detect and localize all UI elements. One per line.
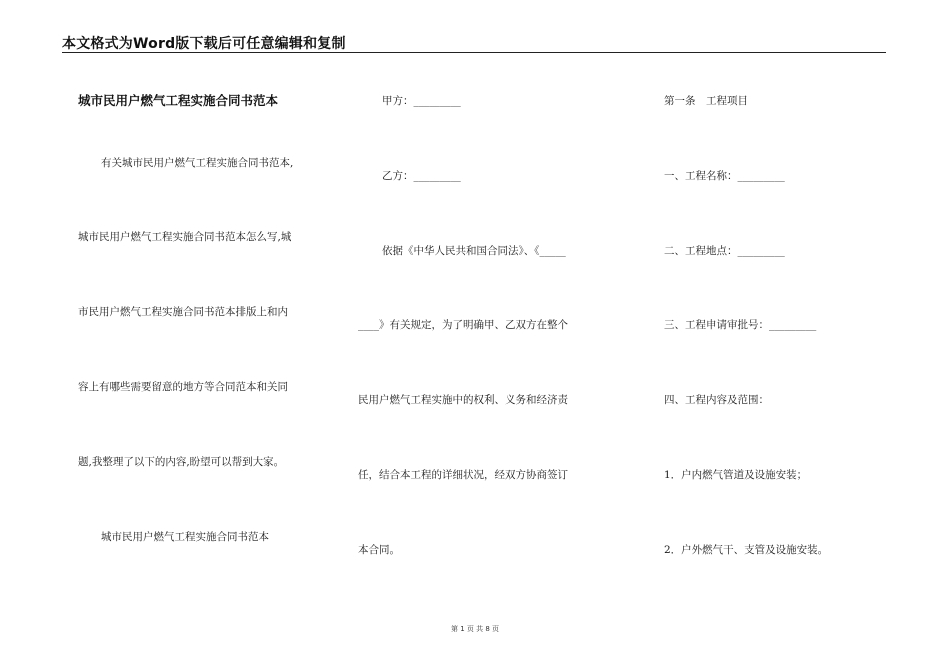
right-item-line: 四、工程内容及范围： [664, 394, 769, 406]
middle-paragraph-line: 依据《中华人民共和国合同法》、《_____ [382, 245, 566, 257]
middle-paragraph-line: 任，结合本工程的详细状况，经双方协商签订 [358, 469, 568, 481]
header-title: 本文格式为Word版下载后可任意编辑和复制 [62, 36, 346, 52]
left-paragraph-line: 有关城市民用户燃气工程实施合同书范本, [101, 157, 294, 169]
page-number: 第 1 页 共 8 页 [450, 625, 500, 633]
left-paragraph-line: 市民用户燃气工程实施合同书范本排版上和内 [78, 306, 288, 318]
left-paragraph-line: 题,我整理了以下的内容,盼望可以帮到大家。 [78, 456, 285, 468]
middle-paragraph-line: ____》有关规定，为了明确甲、乙双方在整个 [358, 319, 568, 331]
left-paragraph-line: 容上有哪些需要留意的地方等合同范本和关同 [78, 381, 288, 393]
left-subheading: 城市民用户燃气工程实施合同书范本 [101, 531, 269, 543]
party-a-line: 甲方：_________ [382, 95, 461, 107]
right-item-line: 1．户内燃气管道及设施安装； [664, 469, 808, 481]
right-item-line: 二、工程地点：_________ [664, 245, 785, 257]
middle-paragraph-line: 民用户燃气工程实施中的权利、义务和经济责 [358, 394, 568, 406]
middle-paragraph-line: 本合同。 [358, 544, 400, 556]
right-item-line: 三、工程申请审批号：_________ [664, 319, 817, 331]
left-paragraph-line: 城市民用户燃气工程实施合同书范本怎么写,城 [78, 231, 292, 243]
right-item-line: 2．户外燃气干、支管及设施安装。 [664, 544, 829, 556]
right-item-line: 一、工程名称：_________ [664, 170, 785, 182]
document-title: 城市民用户燃气工程实施合同书范本 [78, 93, 279, 108]
header-divider [62, 52, 886, 53]
party-b-line: 乙方：_________ [382, 170, 461, 182]
article-heading: 第一条 工程项目 [664, 95, 748, 107]
